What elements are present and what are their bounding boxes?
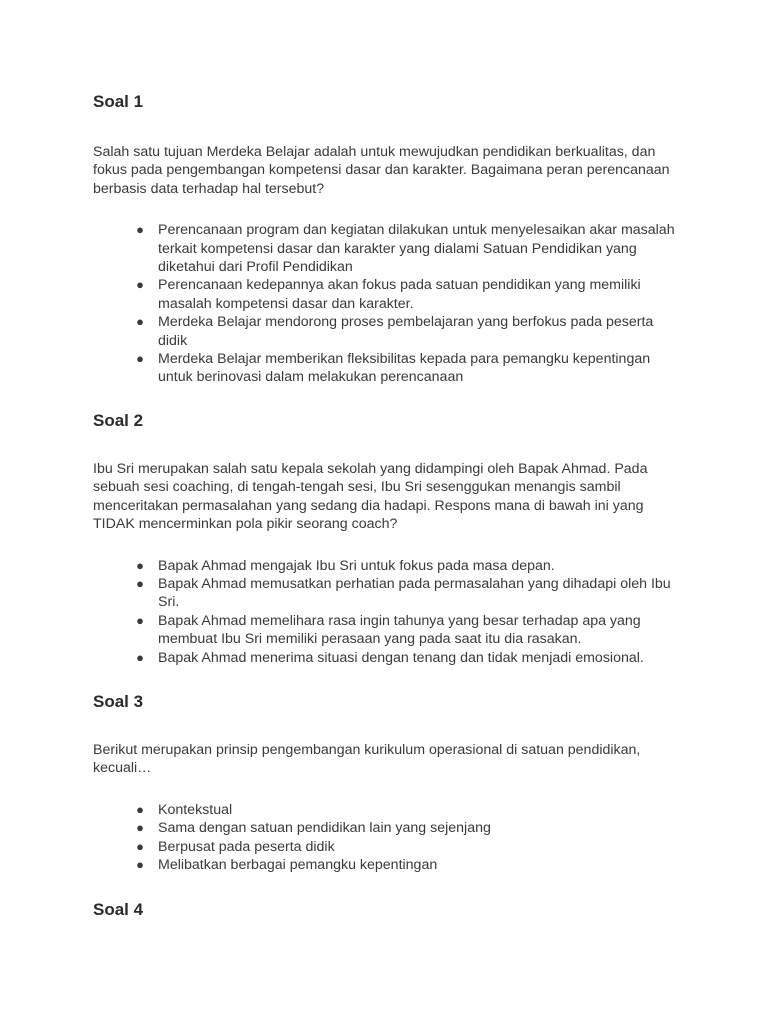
answer-option: ● Bapak Ahmad mengajak Ibu Sri untuk fokus pada masa depan. (93, 557, 683, 575)
question-section-3 (93, 692, 683, 874)
question-text: Ibu Sri merupakan salah satu kepala sekolah yang didampingi oleh Bapak Ahmad. Pada sebuah sesi coaching, di tengah-tengah sesi, Ibu Sri sesenggukan menangis sambil menceritakan permasalahan yang sedang dia hadapi. Respons mana di bawah ini yang TIDAK mencerminkan pola pikir seorang coach? (93, 461, 648, 533)
question-section-4 (93, 900, 683, 920)
bullet-icon: ● (136, 649, 144, 665)
question-text: Salah satu tujuan Merdeka Belajar adalah untuk mewujudkan pendidikan berkualitas, dan fokus pada pengembangan kompetensi dasar dan karakter. Bagaimana peran perencanaan berbasis data terhadap hal tersebut? (93, 144, 670, 197)
bullet-icon: ● (136, 612, 144, 628)
bullet-icon: ● (136, 857, 144, 873)
bullet-icon: ● (136, 277, 144, 293)
answer-option: ● Bapak Ahmad menerima situasi dengan tenang dan tidak menjadi emosional. (93, 649, 683, 667)
answer-option: ● Berpusat pada peserta didik (93, 838, 683, 856)
question-heading: Soal 2 (93, 411, 144, 430)
answer-option: ● Melibatkan berbagai pemangku kepentingan (93, 856, 683, 874)
question-heading: Soal 1 (93, 92, 144, 111)
answer-option: ● Sama dengan satuan pendidikan lain yang sejenjang (93, 819, 683, 837)
answer-option: ● Bapak Ahmad memusatkan perhatian pada permasalahan yang dihadapi oleh Ibu Sri. (93, 575, 683, 612)
answer-option: ● Kontekstual (93, 801, 683, 819)
answer-options (93, 801, 683, 875)
answer-option: ● Perencanaan program dan kegiatan dilakukan untuk menyelesaikan akar masalah terkait kompetensi dasar dan karakter yang dialami Satuan Pendidikan yang diketahui dari Profil Pendidikan (93, 221, 683, 276)
bullet-icon: ● (136, 222, 144, 238)
bullet-icon: ● (136, 314, 144, 330)
bullet-icon: ● (136, 351, 144, 367)
answer-option: ● Merdeka Belajar memberikan fleksibilitas kepada para pemangku kepentingan untuk berinovasi dalam melakukan perencanaan (93, 350, 683, 387)
answer-option: ● Perencanaan kedepannya akan fokus pada satuan pendidikan yang memiliki masalah kompetensi dasar dan karakter. (93, 276, 683, 313)
answer-option: ● Merdeka Belajar mendorong proses pembelajaran yang berfokus pada peserta didik (93, 313, 683, 350)
question-heading: Soal 3 (93, 692, 144, 711)
question-section-1 (93, 92, 683, 387)
bullet-icon: ● (136, 820, 144, 836)
answer-options (93, 221, 683, 387)
answer-options (93, 557, 683, 667)
question-section-2 (93, 411, 683, 667)
answer-option: ● Bapak Ahmad memelihara rasa ingin tahunya yang besar terhadap apa yang membuat Ibu Sri memiliki perasaan yang pada saat itu dia rasakan. (93, 612, 683, 649)
bullet-icon: ● (136, 801, 144, 817)
question-heading: Soal 4 (93, 900, 144, 919)
bullet-icon: ● (136, 576, 144, 592)
question-text: Berikut merupakan prinsip pengembangan kurikulum operasional di satuan pendidikan, kecuali… (93, 742, 641, 777)
bullet-icon: ● (136, 838, 144, 854)
bullet-icon: ● (136, 557, 144, 573)
